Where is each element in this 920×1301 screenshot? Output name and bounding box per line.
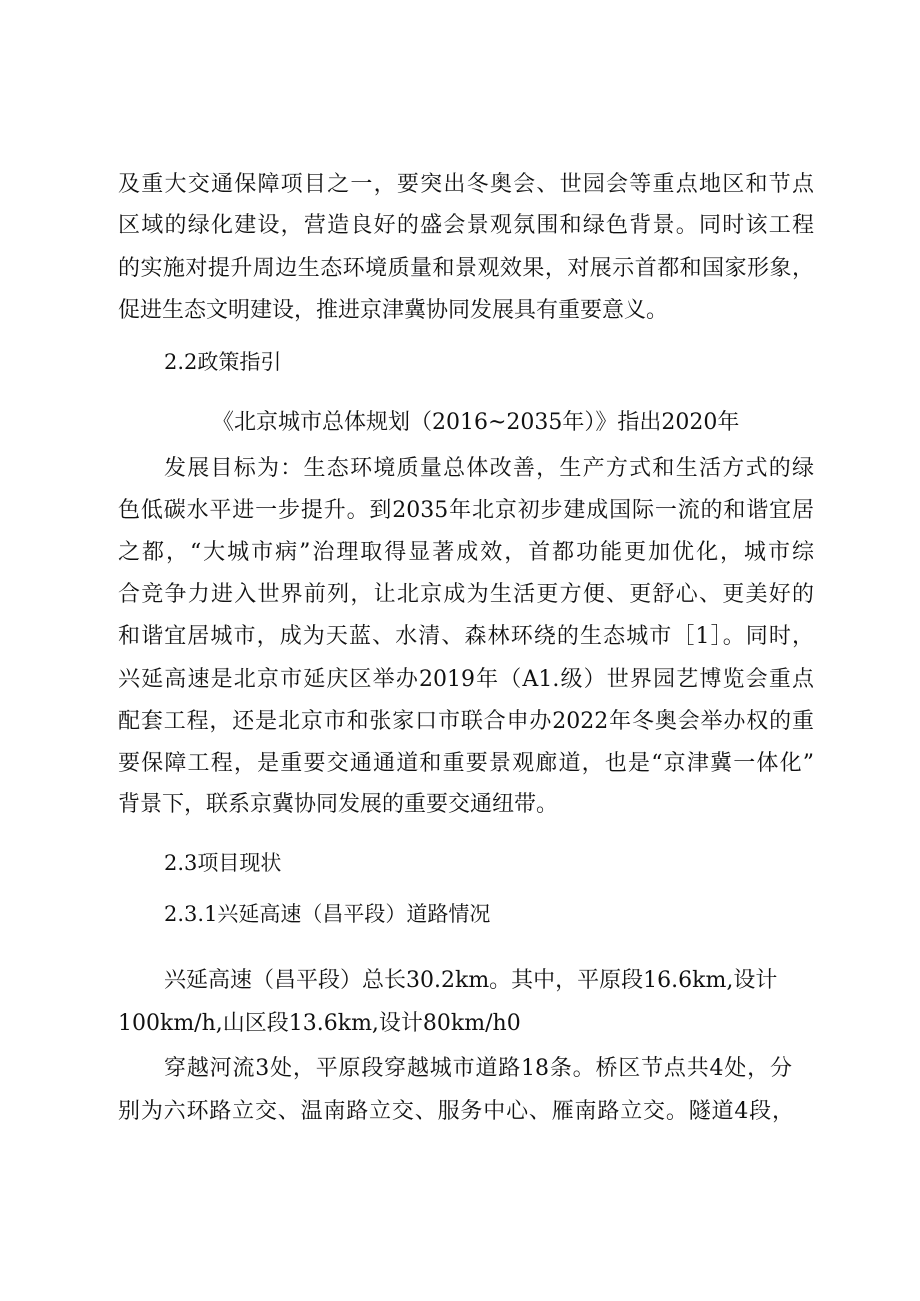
text-line: 兴延高速是北京市延庆区举办2019年（A1.级）世界园艺博览会重点 (118, 667, 814, 692)
text-line: 区域的绿化建设，营造良好的盛会景观氛围和绿色背景。同时该工程 (118, 213, 814, 238)
text-line: 100km/h,山区段13.6km,设计80km/h0 (118, 1011, 521, 1036)
text-line: 背景下，联系京冀协同发展的重要交通纽带。 (118, 792, 559, 817)
text-line: 促进生态文明建设，推进京津冀协同发展具有重要意义。 (118, 298, 669, 323)
section-heading-2-2: 2.2政策指引 (164, 350, 282, 374)
text-line: 合竞争力进入世界前列，让北京成为生活更方便、更舒心、更美好的 (118, 582, 814, 607)
text-line: 兴延高速（昌平段）总长30.2km。其中，平原段16.6km,设计 (164, 968, 778, 993)
section-heading-2-3-1: 2.3.1兴延高速（昌平段）道路情况 (164, 902, 491, 926)
text-line: 的实施对提升周边生态环境质量和景观效果，对展示首都和国家形象， (118, 256, 814, 281)
text-line: 之都，“大城市病”治理取得显著成效，首都功能更加优化，城市综 (118, 540, 814, 565)
text-line: 色低碳水平进一步提升。到2035年北京初步建成国际一流的和谐宜居 (118, 498, 814, 523)
text-line: 要保障工程，是重要交通通道和重要景观廊道，也是“京津冀一体化” (118, 751, 814, 776)
text-line: 别为六环路立交、温南路立交、服务中心、雁南路立交。隧道4段， (118, 1099, 794, 1124)
text-line: 和谐宜居城市，成为天蓝、水清、森林环绕的生态城市［1］。同时， (118, 624, 814, 649)
text-line: 及重大交通保障项目之一，要突出冬奥会、世园会等重点地区和节点 (118, 172, 814, 197)
text-line: 配套工程，还是北京市和张家口市联合申办2022年冬奥会举办权的重 (118, 709, 814, 734)
text-line: 穿越河流3处，平原段穿越城市道路18条。桥区节点共4处，分 (164, 1056, 792, 1081)
section-heading-2-3: 2.3项目现状 (164, 851, 282, 875)
text-line: 发展目标为：生态环境质量总体改善，生产方式和生活方式的绿 (164, 456, 814, 481)
policy-title: 《北京城市总体规划（2016~2035年）》指出2020年 (212, 410, 740, 435)
